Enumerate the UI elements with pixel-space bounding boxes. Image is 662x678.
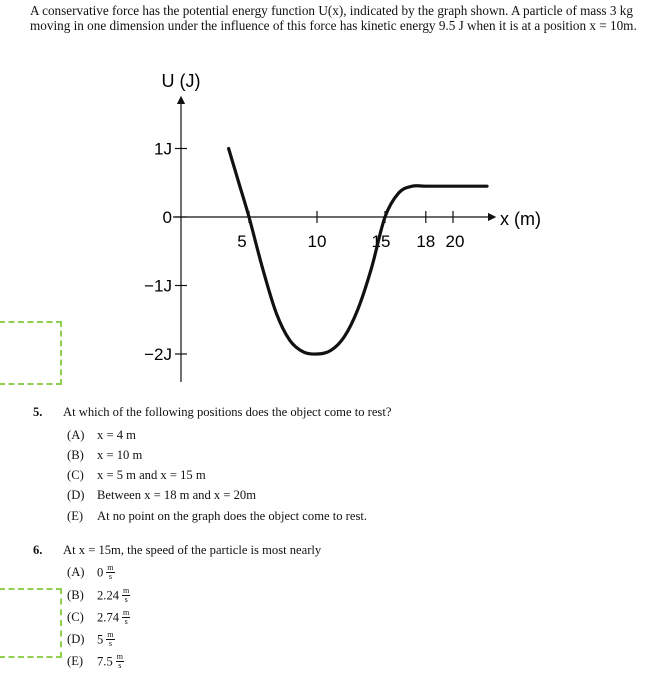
- q6-number: 6.: [33, 543, 43, 557]
- q5-option-letter: (B): [67, 448, 84, 462]
- q5-option-text: x = 10 m: [97, 448, 143, 462]
- q6-option-letter: (C): [67, 610, 84, 625]
- q6-option-e[interactable]: [67, 654, 124, 671]
- q6-option-value: 0: [97, 565, 104, 580]
- q5-option-d[interactable]: [67, 488, 256, 503]
- q5-option-a[interactable]: [67, 428, 136, 443]
- q6-option-d[interactable]: [67, 632, 115, 649]
- q6-option-c[interactable]: [67, 610, 130, 627]
- q5-option-text: x = 5 m and x = 15 m: [97, 468, 206, 482]
- unit-denominator: s: [124, 595, 128, 604]
- potential-energy-curve: [229, 149, 487, 355]
- x-tick-label: 18: [416, 232, 436, 251]
- q5-option-letter: (A): [67, 428, 85, 442]
- q5-option-letter: (C): [67, 468, 84, 482]
- x-axis-label: x (m): [500, 209, 541, 229]
- unit-fraction: [116, 653, 124, 670]
- q6-option-letter: (B): [67, 588, 84, 603]
- q6-option-letter: (D): [67, 632, 85, 647]
- q6-option-value: 7.5: [97, 654, 113, 669]
- unit-fraction: [122, 609, 130, 626]
- intro-line-1: A conservative force has the potential energy function U(x), indicated by the graph shown. A particle of mass 3 kg: [30, 3, 633, 18]
- x-tick-label: 15: [371, 232, 391, 251]
- y-tick-label: −1J: [144, 276, 172, 296]
- q6-option-value: 2.24: [97, 588, 120, 603]
- unit-denominator: s: [118, 661, 122, 670]
- q5-number: 5.: [33, 405, 43, 419]
- selection-box-top[interactable]: [0, 321, 62, 385]
- x-tick-label: 20: [445, 232, 465, 251]
- x-tick-label: 5: [237, 232, 247, 251]
- q6-option-value: 5: [97, 632, 104, 647]
- y-tick-label: −2J: [144, 345, 172, 364]
- unit-numerator: m: [107, 630, 114, 639]
- unit-fraction: [122, 587, 130, 604]
- unit-fraction: [106, 564, 114, 581]
- unit-numerator: m: [116, 652, 123, 661]
- x-tick-label: 10: [307, 232, 327, 251]
- selection-box-bottom[interactable]: [0, 588, 62, 658]
- unit-denominator: s: [108, 572, 112, 581]
- unit-fraction: [106, 631, 114, 648]
- q5-option-e[interactable]: [67, 509, 367, 524]
- q5-option-c[interactable]: [67, 468, 206, 483]
- q6-option-value: 2.74: [97, 610, 120, 625]
- q5-option-text: At no point on the graph does the object come to rest.: [97, 509, 368, 523]
- q6-option-b[interactable]: [67, 588, 130, 605]
- y-tick-label: 1J: [154, 139, 172, 159]
- q6-option-a[interactable]: [67, 565, 115, 582]
- unit-numerator: m: [107, 563, 114, 572]
- intro-line-2: moving in one dimension under the influence of this force has kinetic energy 9.5 J when it is at a position x = 10m.: [30, 18, 637, 33]
- unit-numerator: m: [123, 608, 130, 617]
- q6-option-letter: (A): [67, 565, 85, 580]
- q5-option-letter: (E): [67, 509, 84, 523]
- q5-option-text: Between x = 18 m and x = 20m: [97, 488, 257, 502]
- q5-stem: At which of the following positions does the object come to rest?: [63, 405, 392, 419]
- q6-stem: At x = 15m, the speed of the particle is most nearly: [63, 543, 322, 557]
- q5-option-b[interactable]: [67, 448, 142, 463]
- q6-option-letter: (E): [67, 654, 84, 669]
- q5-option-text: x = 4 m: [97, 428, 136, 442]
- y-axis-label: U (J): [161, 71, 201, 91]
- unit-numerator: m: [123, 586, 130, 595]
- unit-denominator: s: [124, 617, 128, 626]
- q5-option-letter: (D): [67, 488, 85, 502]
- unit-denominator: s: [108, 639, 112, 648]
- y-tick-label: 0: [162, 208, 172, 227]
